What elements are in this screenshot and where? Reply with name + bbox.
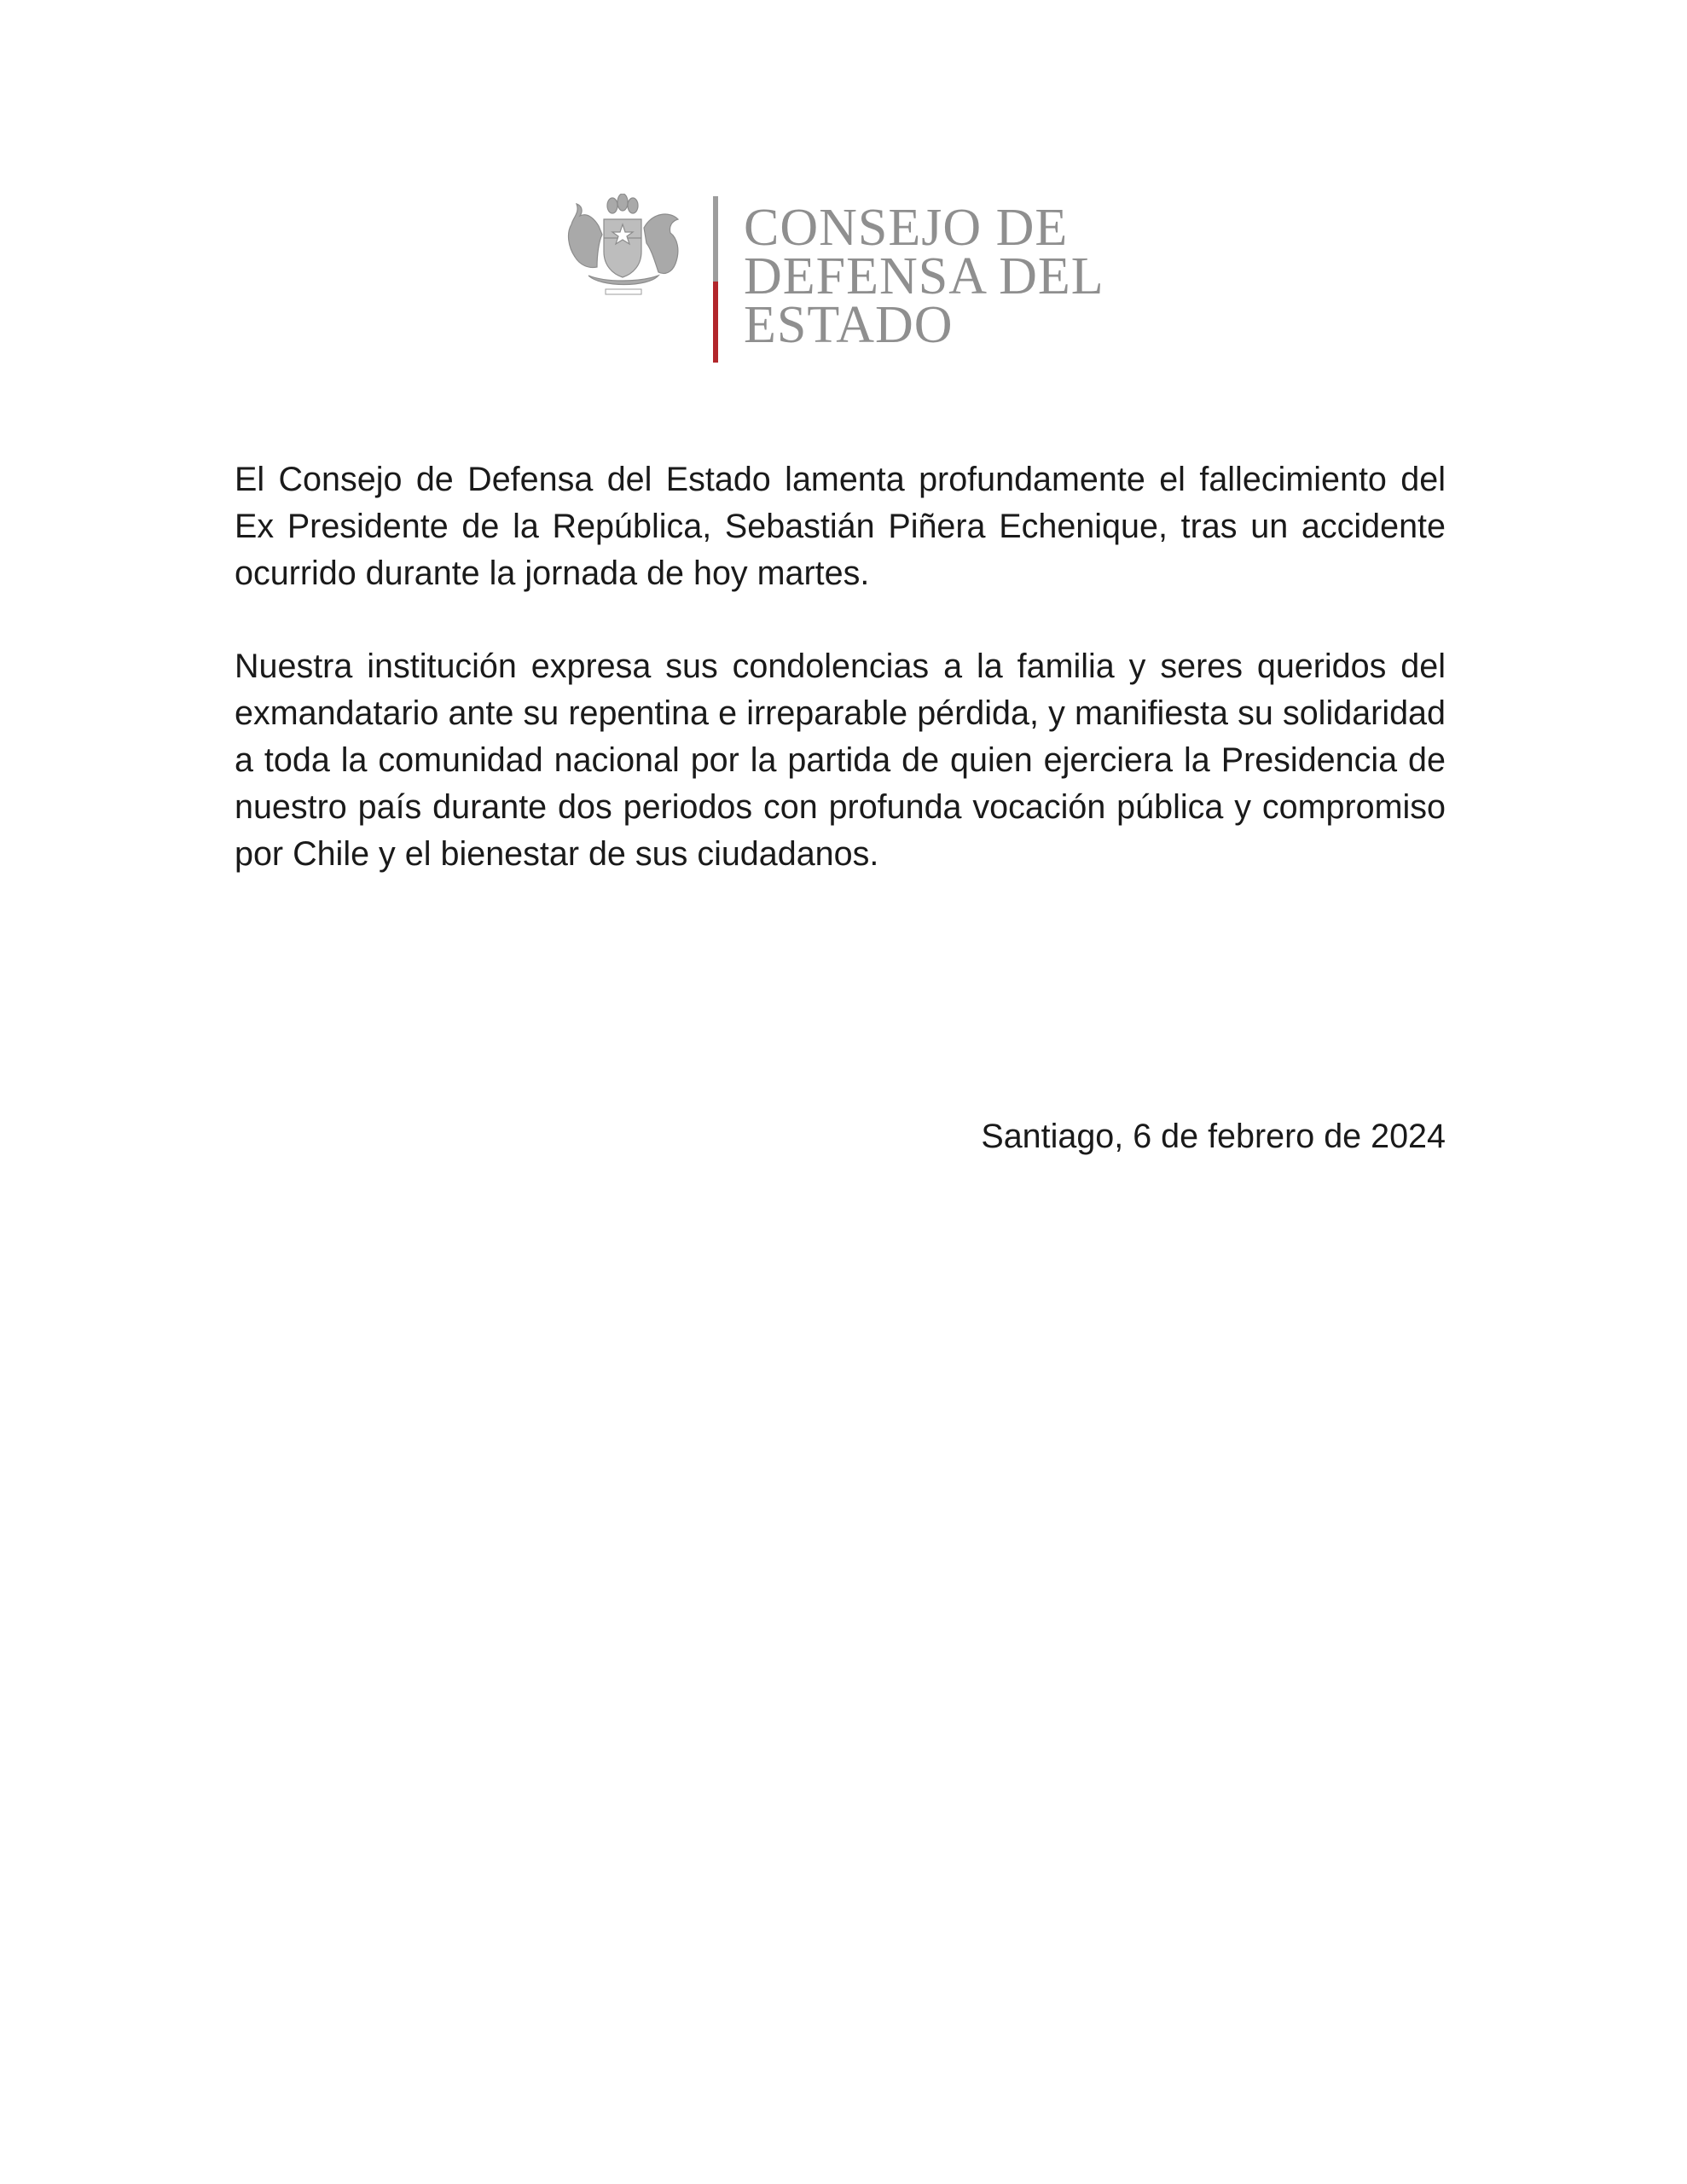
chile-coat-of-arms-icon bbox=[563, 194, 687, 300]
organization-name bbox=[744, 199, 1136, 354]
organization-name-line: CONSEJO DE bbox=[744, 199, 1069, 257]
divider-grey-segment bbox=[713, 196, 718, 282]
divider-red-segment bbox=[713, 282, 718, 363]
letterhead bbox=[563, 192, 1126, 367]
statement-paragraph: Nuestra institución expresa sus condolencias a la familia y seres queridos del exmandatario ante su repentina e irreparable pérdida, y manifiesta su solidaridad a toda la comunidad nacional por la partida de quien ejerciera la Presidencia de nuestro país durante dos periodos con profunda vocación pública y compromiso por Chile y el bienestar de sus ciudadanos. bbox=[235, 648, 1446, 873]
statement-paragraph: El Consejo de Defensa del Estado lamenta profundamente el fallecimiento del Ex Presidente de la República, Sebastián Piñera Echenique, tras un accidente ocurrido durante la jornada de hoy martes. bbox=[235, 461, 1446, 592]
organization-name-line: ESTADO bbox=[744, 296, 954, 354]
letterhead-divider bbox=[713, 196, 718, 363]
organization-name-line: DEFENSA DEL bbox=[744, 247, 1104, 305]
statement-body bbox=[235, 456, 1446, 924]
place-and-date: Santiago, 6 de febrero de 2024 bbox=[981, 1118, 1446, 1155]
